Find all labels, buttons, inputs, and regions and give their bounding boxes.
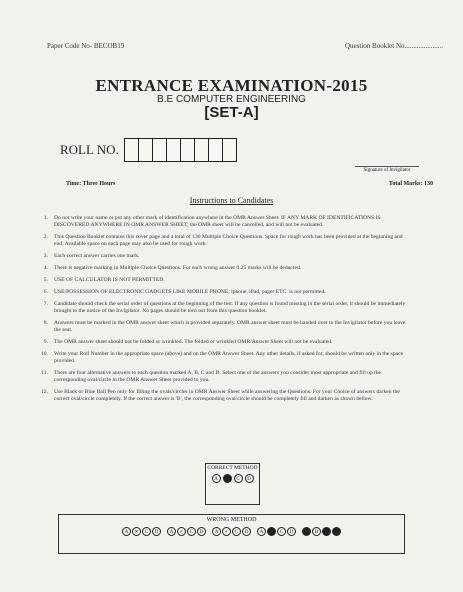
answer-bubble: D <box>152 527 161 536</box>
instruction-number: 12. <box>41 389 48 395</box>
wrong-bubble-group <box>212 527 251 536</box>
instructions-title: Instructions to Candidates <box>189 196 274 205</box>
answer-bubble: A <box>257 527 266 536</box>
instruction-number: 3. <box>43 253 48 259</box>
instruction-item <box>30 370 408 384</box>
answer-bubble: C <box>187 527 196 536</box>
answer-bubble: B <box>312 527 321 536</box>
roll-boxes <box>125 138 237 162</box>
instruction-number: 2. <box>43 234 48 240</box>
wrong-method-box <box>58 514 405 554</box>
instruction-number: 6. <box>43 289 48 295</box>
correct-method-label: CORRECT METHOD <box>207 465 258 471</box>
answer-bubble: ✓ <box>177 527 186 536</box>
instruction-text: Write your Roll Number in the appropriate space (above) and on the OMR Answer Sheet. Any other details, if asked for, should be written only in the space provided. <box>54 351 404 364</box>
answer-bubble: D <box>245 474 254 483</box>
instruction-text: There is negative marking in Multiple Choice Questions. For each wrong answer 0.25 marks will be deducted. <box>54 265 302 271</box>
answer-bubble <box>267 527 276 536</box>
answer-bubble <box>332 527 341 536</box>
answer-bubble: D <box>242 527 251 536</box>
answer-bubble <box>223 474 232 483</box>
instruction-item <box>30 339 408 346</box>
wrong-bubbles <box>59 527 404 536</box>
answer-bubble: A <box>212 474 221 483</box>
instruction-text: The OMR answer sheet should not be folded or wrinkled. The folded or wrinkled OMR/Answer Sheet will not be evaluated. <box>54 339 333 345</box>
instruction-text: This Question Booklet contains this cover page and a total of 130 Multiple Choice Questions. Space for rough work has been provided at the beginning and end. Available space on each page may also be used for rough work. <box>54 234 403 247</box>
answer-bubble: C <box>142 527 151 536</box>
roll-box[interactable] <box>180 138 195 162</box>
instruction-item <box>30 234 408 248</box>
answer-bubble: C <box>277 527 286 536</box>
answer-bubble <box>322 527 331 536</box>
answer-bubble: A <box>122 527 131 536</box>
instruction-number: 8. <box>43 320 48 326</box>
answer-bubble: ✕ <box>132 527 141 536</box>
instruction-number: 4. <box>43 265 48 271</box>
time-label: Time: Three Hours <box>66 181 116 187</box>
wrong-method-label: WRONG METHOD <box>206 517 257 523</box>
header-row <box>47 42 443 50</box>
exam-subtitle: B.E COMPUTER ENGINEERING <box>157 94 306 105</box>
roll-label: ROLL NO. <box>60 142 119 157</box>
instruction-item <box>30 389 408 403</box>
instruction-item <box>30 320 408 334</box>
answer-bubble: A <box>167 527 176 536</box>
booklet-number: Question Booklet No...................... <box>345 42 443 50</box>
instruction-number: 11. <box>41 370 48 376</box>
paper-code: Paper Code No- BECOB19 <box>47 42 125 50</box>
answer-bubble: ◐ <box>222 527 231 536</box>
instruction-text: USE OF CALCULATOR IS NOT PERMITTED. <box>54 277 165 283</box>
answer-bubble: A <box>212 527 221 536</box>
instructions-list <box>30 215 408 408</box>
exam-title: ENTRANCE EXAMINATION-2015 <box>95 76 368 95</box>
wrong-bubble-group <box>257 527 296 536</box>
roll-box[interactable] <box>152 138 167 162</box>
answer-bubble: C <box>234 474 243 483</box>
instruction-number: 9. <box>43 339 48 345</box>
wrong-bubble-group <box>122 527 161 536</box>
answer-bubble: C <box>232 527 241 536</box>
instruction-item <box>30 265 408 272</box>
instruction-text: USE/POSSESSION OF ELECTRONIC GADGETS LIKE MOBILE PHONE, iphone, iPad, pager ETC. is not permitted. <box>54 289 326 295</box>
roll-box[interactable] <box>124 138 139 162</box>
instruction-text: Do not write your name or put any other mark of identification anywhere in the OMR Answer Sheet. IF ANY MARK OF IDENTIFICATIONS IS DISCOVERED ANYWHERE IN OMR ANSWER SHEET, the OMR sheet will be cancelled, and will not be evaluated. <box>54 215 381 228</box>
instruction-number: 5. <box>43 277 48 283</box>
answer-bubble: D <box>197 527 206 536</box>
instruction-item <box>30 301 408 315</box>
set-label: [SET-A] <box>204 104 259 121</box>
roll-box[interactable] <box>194 138 209 162</box>
instruction-number: 1. <box>43 215 48 221</box>
signature-line: Signature of Invigilator <box>355 166 419 173</box>
roll-number-field <box>60 138 237 162</box>
correct-bubbles <box>206 474 259 483</box>
instruction-item <box>30 215 408 229</box>
instruction-item <box>30 277 408 284</box>
instruction-number: 7. <box>43 301 48 307</box>
roll-box[interactable] <box>166 138 181 162</box>
instruction-item <box>30 289 408 296</box>
roll-box[interactable] <box>222 138 237 162</box>
roll-box[interactable] <box>138 138 153 162</box>
instruction-text: Use Black or Blue Ball Pen only for filling the ovals/circles in OMR Answer Sheet while answering the Questions. For your Choice of answers darken the correct oval/circle completely. If the correct answer is 'B', the corresponding oval/circle should be completely fill and darken as shown bellow. <box>54 389 400 402</box>
roll-box[interactable] <box>208 138 223 162</box>
wrong-bubble-group <box>302 527 341 536</box>
total-marks: Total Marks: 130 <box>388 181 433 187</box>
correct-method-box <box>205 463 260 505</box>
answer-bubble <box>302 527 311 536</box>
instruction-number: 10. <box>41 351 48 357</box>
instruction-text: Candidate should check the serial order of questions at the beginning of the test. If any question is found missing in the serial order, it should be immediately brought to the notice of the Invigilator. No pages should be torn out from this question booklet. <box>54 301 406 314</box>
answer-bubble: D <box>287 527 296 536</box>
instruction-text: There are four alternative answers to each question marked A, B, C and D. Select one of the answers you consider most appropriate and fill up the corresponding oval/circle in the OMR Answer Sheet provided to you. <box>54 370 381 383</box>
instruction-text: Each correct answer carries one mark. <box>54 253 140 259</box>
instruction-item <box>30 253 408 260</box>
instruction-item <box>30 351 408 365</box>
wrong-bubble-group <box>167 527 206 536</box>
instruction-text: Answers must be marked in the OMR answer sheet which is provided separately. OMR answer sheet must be handed over to the Invigilator before you leave the seat. <box>54 320 406 333</box>
